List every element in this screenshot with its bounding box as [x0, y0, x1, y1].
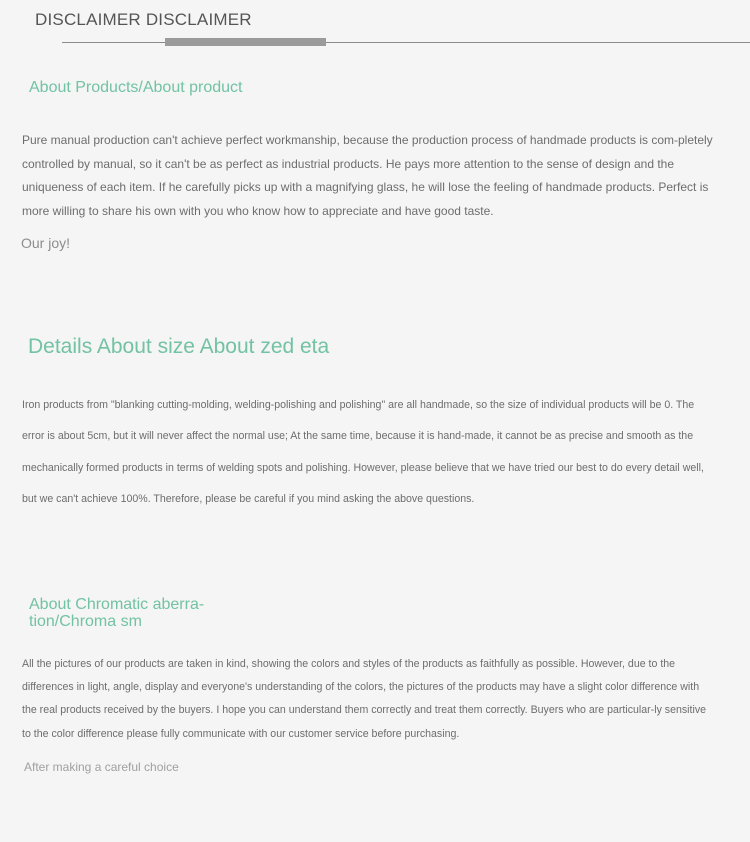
- section-note-joy: Our joy!: [21, 235, 71, 251]
- section-title-size: Details About size About zed eta: [28, 335, 330, 358]
- section-title-chromatic: About Chromatic aberra-tion/Chroma sm: [29, 596, 205, 630]
- page-title: DISCLAIMER DISCLAIMER: [35, 10, 252, 29]
- section-body-size: Iron products from "blanking cutting-molding, welding-polishing and polishing" are all handmade, so the size of individual products will be 0. The error is about 5cm, but it will never affect the normal use; At the same time, because it is hand-made, it cannot be as precise and smooth as the mechanically formed products in terms of welding spots and polishing. However, please believe that we have tried our best to do every detail well, but we can't achieve 100%. Therefore, please be careful if you mind asking the above questions.: [22, 399, 704, 505]
- section-body-chromatic: All the pictures of our products are taken in kind, showing the colors and styles of the products as faithfully as possible. However, due to the differences in light, angle, display and everyone's understanding of the colors, the pictures of the products may have a slight color difference with the real products received by the buyers. I hope you can understand them correctly and treat them correctly. Buyers who are particular-ly sensitive to the color difference please fully communicate with our customer service before purchasing.: [22, 658, 707, 740]
- header-accent-bar: [165, 38, 326, 46]
- section-body-products: Pure manual production can't achieve perfect workmanship, because the production process of handmade products is com-pletely controlled by manual, so it can't be as perfect as industrial products. He pays more attention to the sense of design and the uniqueness of each item. If he carefully picks up with a magnifying glass, he will lose the feeling of handmade products. Perfect is more willing to share his own with you who know how to appreciate and have good taste.: [22, 133, 713, 218]
- section-note-choice: After making a careful choice: [24, 760, 179, 774]
- section-title-products: About Products/About product: [29, 79, 243, 96]
